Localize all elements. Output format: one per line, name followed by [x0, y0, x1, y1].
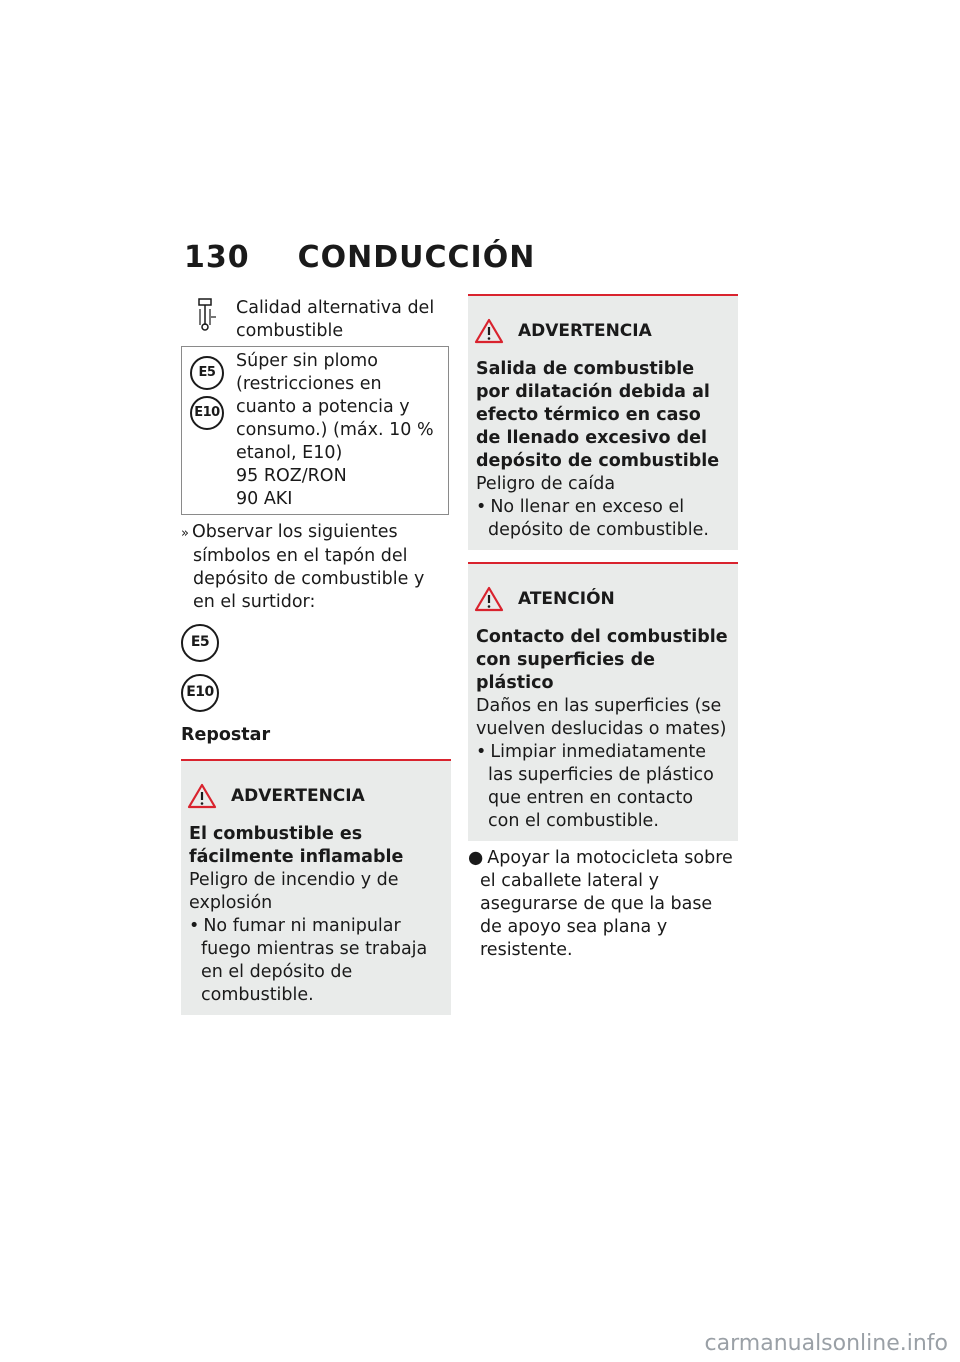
e5-symbol-icon: E5: [181, 624, 219, 662]
instruction-step: [181, 521, 451, 614]
table-row: [182, 294, 449, 347]
warning-triangle-icon: [474, 318, 504, 344]
fuel-ron-value: 95 ROZ/RON: [236, 466, 347, 486]
fuel-aki-value: 90 AKI: [236, 489, 293, 509]
caution-triangle-icon: [474, 586, 504, 612]
table-text-cell: [232, 347, 449, 515]
section-title: CONDUCCIÓN: [297, 240, 536, 275]
warning-title: [476, 318, 730, 344]
caution-bullet-text: Limpiar inmediatamente las superficies de plástico que entren en contacto con el combustible.: [488, 742, 714, 831]
caution-risk: Daños en las superficies (se vuelven deslucidas o mates): [476, 696, 727, 739]
page-number: 130: [184, 240, 250, 275]
caution-title: [476, 586, 730, 612]
procedure-step: [468, 847, 738, 962]
e10-badge-icon: E10: [190, 396, 224, 430]
table-icon-cell: [182, 347, 233, 515]
warning-bullet-text: No fumar ni manipular fuego mientras se trabaja en el depósito de combustible.: [201, 916, 428, 1005]
caution-label: ATENCIÓN: [518, 588, 615, 609]
instruction-text: Observar los siguientes símbolos en el tapón del depósito de combustible y en el surtidor:: [191, 522, 425, 612]
e10-symbol-icon: E10: [181, 674, 219, 712]
warning-bullet-text: No llenar en exceso el depósito de combustible.: [488, 497, 709, 540]
fuel-spec-text: Súper sin plomo (restricciones en cuanto a potencia y consumo.) (máx. 10 % etanol, E10): [236, 351, 434, 463]
fuel-quality-table: [181, 294, 449, 515]
warning-box: [468, 294, 738, 550]
right-column: [468, 294, 738, 962]
warning-risk: Peligro de incendio y de explosión: [189, 870, 399, 913]
caution-box: [468, 562, 738, 841]
subheading: Repostar: [181, 725, 271, 745]
warning-title: [189, 783, 443, 809]
step-text: Apoyar la motocicleta sobre el caballete lateral y asegurarse de que la base de apoyo sea plana y resistente.: [480, 848, 733, 960]
warning-heading: El combustible es fácilmente inflamable: [189, 824, 404, 867]
watermark: carmanualsonline.info: [704, 1331, 948, 1356]
caution-bullet: • Limpiar inmediatamente las superficies de plástico que entren en contacto con el combustible.: [476, 742, 714, 831]
step-bullet-icon: ●: [468, 848, 484, 868]
warning-bullet: • No llenar en exceso el depósito de combustible.: [476, 497, 709, 540]
warning-heading: Salida de combustible por dilatación debida al efecto térmico en caso de llenado excesivo del depósito de combustible: [476, 359, 720, 471]
table-row: [182, 347, 449, 515]
page-header: [184, 240, 535, 275]
e5-badge-icon: E5: [190, 356, 224, 390]
symbol-list: [181, 624, 451, 712]
instruction-marker: »: [181, 526, 189, 541]
warning-triangle-icon: [187, 783, 217, 809]
warning-label: ADVERTENCIA: [231, 785, 365, 806]
caution-heading: Contacto del combustible con superficies de plástico: [476, 627, 728, 693]
warning-bullet: • No fumar ni manipular fuego mientras se trabaja en el depósito de combustible.: [189, 916, 428, 1005]
table-text-cell: Calidad alternativa del combustible: [232, 294, 449, 347]
warning-box: [181, 759, 451, 1015]
warning-label: ADVERTENCIA: [518, 320, 652, 341]
fuel-pump-icon: [195, 297, 219, 331]
warning-risk: Peligro de caída: [476, 474, 616, 494]
left-column: [181, 294, 451, 1015]
table-icon-cell: [182, 294, 233, 347]
